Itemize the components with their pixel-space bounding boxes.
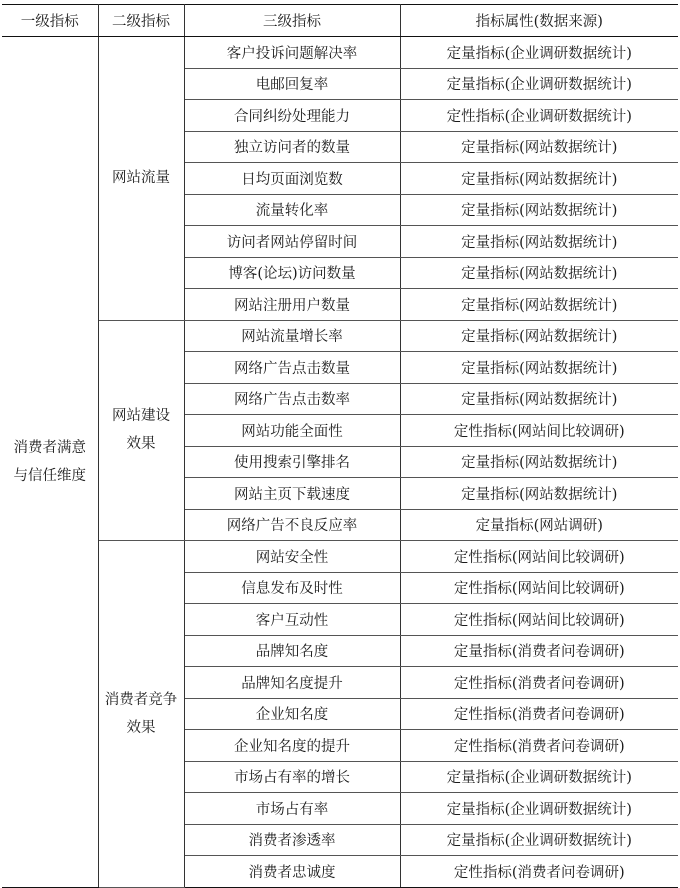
indicator-attribute: 定量指标(企业调研数据统计) <box>400 68 678 100</box>
indicator-attribute: 定量指标(网站数据统计) <box>400 194 678 226</box>
level3-indicator: 品牌知名度 <box>184 635 400 667</box>
indicator-attribute: 定量指标(网站数据统计) <box>400 226 678 258</box>
level1-label-line1: 消费者满意 <box>13 439 86 456</box>
level3-indicator: 网络广告点击数量 <box>184 352 400 384</box>
level2-label-line2: 效果 <box>126 719 156 736</box>
indicator-attribute: 定性指标(网站间比较调研) <box>400 415 678 447</box>
level3-indicator: 信息发布及时性 <box>184 572 400 604</box>
level3-indicator: 独立访问者的数量 <box>184 131 400 163</box>
level2-cell <box>98 541 184 888</box>
indicator-table <box>2 4 678 888</box>
indicator-attribute: 定量指标(网站数据统计) <box>400 320 678 352</box>
indicator-attribute: 定量指标(消费者问卷调研) <box>400 635 678 667</box>
indicator-attribute: 定性指标(消费者问卷调研) <box>400 730 678 762</box>
level3-indicator: 网站安全性 <box>184 541 400 573</box>
level3-indicator: 网站注册用户数量 <box>184 289 400 321</box>
indicator-attribute: 定性指标(消费者问卷调研) <box>400 698 678 730</box>
indicator-attribute: 定量指标(网站数据统计) <box>400 352 678 384</box>
header-attribute: 指标属性(数据来源) <box>400 5 678 37</box>
indicator-attribute: 定性指标(网站间比较调研) <box>400 604 678 636</box>
table-body <box>2 37 678 888</box>
indicator-attribute: 定性指标(网站间比较调研) <box>400 572 678 604</box>
level3-indicator: 客户投诉问题解决率 <box>184 37 400 69</box>
level3-indicator: 客户互动性 <box>184 604 400 636</box>
level3-indicator: 消费者忠诚度 <box>184 856 400 888</box>
level3-indicator: 网站功能全面性 <box>184 415 400 447</box>
indicator-attribute: 定量指标(网站数据统计) <box>400 289 678 321</box>
level3-indicator: 流量转化率 <box>184 194 400 226</box>
level2-label-line2: 效果 <box>126 436 156 453</box>
indicator-attribute: 定量指标(网站数据统计) <box>400 383 678 415</box>
level3-indicator: 市场占有率的增长 <box>184 761 400 793</box>
table-row <box>2 37 678 69</box>
indicator-attribute: 定量指标(企业调研数据统计) <box>400 37 678 69</box>
indicator-attribute: 定量指标(企业调研数据统计) <box>400 793 678 825</box>
level1-label-line2: 与信任维度 <box>13 467 86 484</box>
header-level3: 三级指标 <box>184 5 400 37</box>
level3-indicator: 访问者网站停留时间 <box>184 226 400 258</box>
indicator-attribute: 定量指标(网站调研) <box>400 509 678 541</box>
indicator-attribute: 定量指标(企业调研数据统计) <box>400 761 678 793</box>
level3-indicator: 合同纠纷处理能力 <box>184 100 400 132</box>
indicator-attribute: 定量指标(网站数据统计) <box>400 478 678 510</box>
level3-indicator: 消费者渗透率 <box>184 824 400 856</box>
indicator-attribute: 定量指标(网站数据统计) <box>400 163 678 195</box>
indicator-attribute: 定性指标(消费者问卷调研) <box>400 667 678 699</box>
level3-indicator: 网站主页下载速度 <box>184 478 400 510</box>
level3-indicator: 电邮回复率 <box>184 68 400 100</box>
level2-cell <box>98 37 184 321</box>
indicator-attribute: 定量指标(网站数据统计) <box>400 446 678 478</box>
indicator-attribute: 定性指标(企业调研数据统计) <box>400 100 678 132</box>
indicator-attribute: 定性指标(消费者问卷调研) <box>400 856 678 888</box>
indicator-attribute: 定量指标(网站数据统计) <box>400 257 678 289</box>
level3-indicator: 企业知名度的提升 <box>184 730 400 762</box>
table-row <box>2 320 678 352</box>
level3-indicator: 企业知名度 <box>184 698 400 730</box>
header-level2: 二级指标 <box>98 5 184 37</box>
level2-label-line1: 消费者竞争 <box>104 691 178 708</box>
indicator-attribute: 定性指标(网站间比较调研) <box>400 541 678 573</box>
indicator-attribute: 定量指标(企业调研数据统计) <box>400 824 678 856</box>
level3-indicator: 品牌知名度提升 <box>184 667 400 699</box>
level3-indicator: 网络广告不良反应率 <box>184 509 400 541</box>
header-level1: 一级指标 <box>2 5 98 37</box>
level2-label-line1: 网站流量 <box>112 170 170 187</box>
level2-label-line1: 网站建设 <box>112 408 170 425</box>
level3-indicator: 日均页面浏览数 <box>184 163 400 195</box>
level3-indicator: 市场占有率 <box>184 793 400 825</box>
level2-cell <box>98 320 184 541</box>
table-header-row <box>2 5 678 37</box>
indicator-attribute: 定量指标(网站数据统计) <box>400 131 678 163</box>
level1-cell <box>2 37 98 888</box>
level3-indicator: 博客(论坛)访问数量 <box>184 257 400 289</box>
level3-indicator: 使用搜索引擎排名 <box>184 446 400 478</box>
table-row <box>2 541 678 573</box>
level3-indicator: 网络广告点击数率 <box>184 383 400 415</box>
level3-indicator: 网站流量增长率 <box>184 320 400 352</box>
